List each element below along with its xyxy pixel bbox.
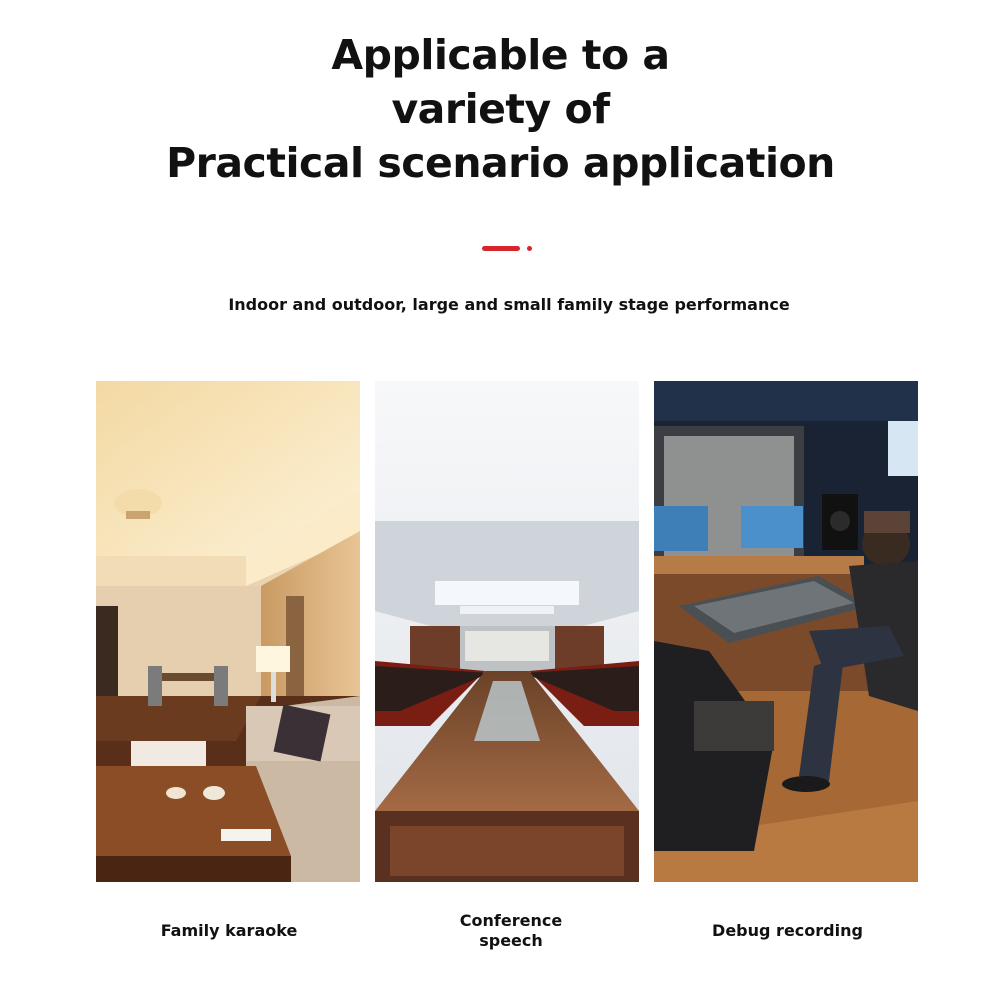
caption-conference-speech: Conference speech bbox=[459, 911, 563, 950]
headline-line-2: variety of bbox=[391, 85, 610, 133]
family-karaoke-photo bbox=[96, 381, 360, 882]
subtitle: Indoor and outdoor, large and small family stage performance bbox=[228, 295, 790, 314]
headline bbox=[0, 28, 1001, 190]
headline-line-1: Applicable to a bbox=[331, 31, 670, 79]
conference-speech-photo bbox=[375, 381, 639, 882]
debug-recording-photo bbox=[654, 381, 918, 882]
accent-dot bbox=[527, 246, 532, 251]
caption-family-karaoke: Family karaoke bbox=[160, 921, 298, 940]
headline-line-3: Practical scenario application bbox=[166, 139, 835, 187]
caption-debug-recording: Debug recording bbox=[712, 921, 863, 940]
accent-dash bbox=[482, 246, 520, 251]
